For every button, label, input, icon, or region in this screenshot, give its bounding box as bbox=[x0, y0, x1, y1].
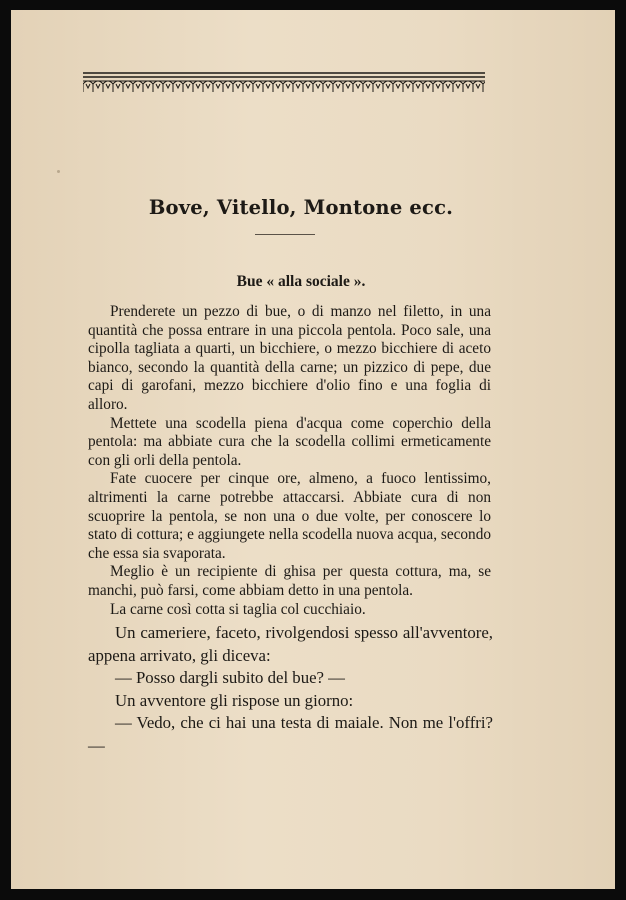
recipe-body bbox=[88, 303, 491, 619]
recipe-paragraph: Prenderete un pezzo di bue, o di manzo nel filetto, in una quantità che possa entrare in una piccola pentola. Poco sale, una cipolla tagliata a quarti, un bicchiere, o mezzo bicchiere di aceto bianco, secondo la quantità della carne; un pizzico di pepe, due capi di garofani, mezzo bicchiere d'olio fino e una foglia di alloro. bbox=[88, 303, 491, 413]
anecdote-paragraph: — Posso dargli subito del bue? — bbox=[115, 668, 345, 688]
recipe-paragraph: La carne così cotta si taglia col cucchiaio. bbox=[110, 600, 366, 618]
recipe-paragraph: Fate cuocere per cinque ore, almeno, a fuoco lentissimo, altrimenti la carne potrebbe attaccarsi. Abbiate cura di non scuoprire la pentola, se non una o due volte, per conoscere lo stato di cottura; e aggiungete nella scodella nuova acqua, secondo che essa sia svaporata. bbox=[88, 470, 491, 562]
anecdote-paragraph: — Vedo, che ci hai una testa di maiale. Non me l'offri? — bbox=[88, 713, 493, 755]
anecdote-paragraph: Un cameriere, faceto, rivolgendosi spesso all'avventore, appena arrivato, gli diceva: bbox=[88, 623, 493, 665]
anecdote-paragraph: Un avventore gli rispose un giorno: bbox=[115, 690, 354, 710]
anecdote-block bbox=[88, 622, 493, 758]
decorative-header-ornament bbox=[83, 70, 485, 96]
paper-speck bbox=[57, 170, 60, 173]
recipe-paragraph: Mettete una scodella piena d'acqua come coperchio della pentola: ma abbiate cura che la scodella collimi ermeticamente con gli orli della pentola. bbox=[88, 414, 491, 469]
recipe-title: Bue « alla sociale ». bbox=[236, 273, 366, 290]
book-page bbox=[11, 10, 615, 889]
section-title: Bove, Vitello, Montone ecc. bbox=[148, 196, 454, 219]
recipe-paragraph: Meglio è un recipiente di ghisa per questa cottura, ma, se manchi, può farsi, come abbiam detto in una pentola. bbox=[88, 563, 491, 599]
title-divider bbox=[255, 234, 315, 235]
